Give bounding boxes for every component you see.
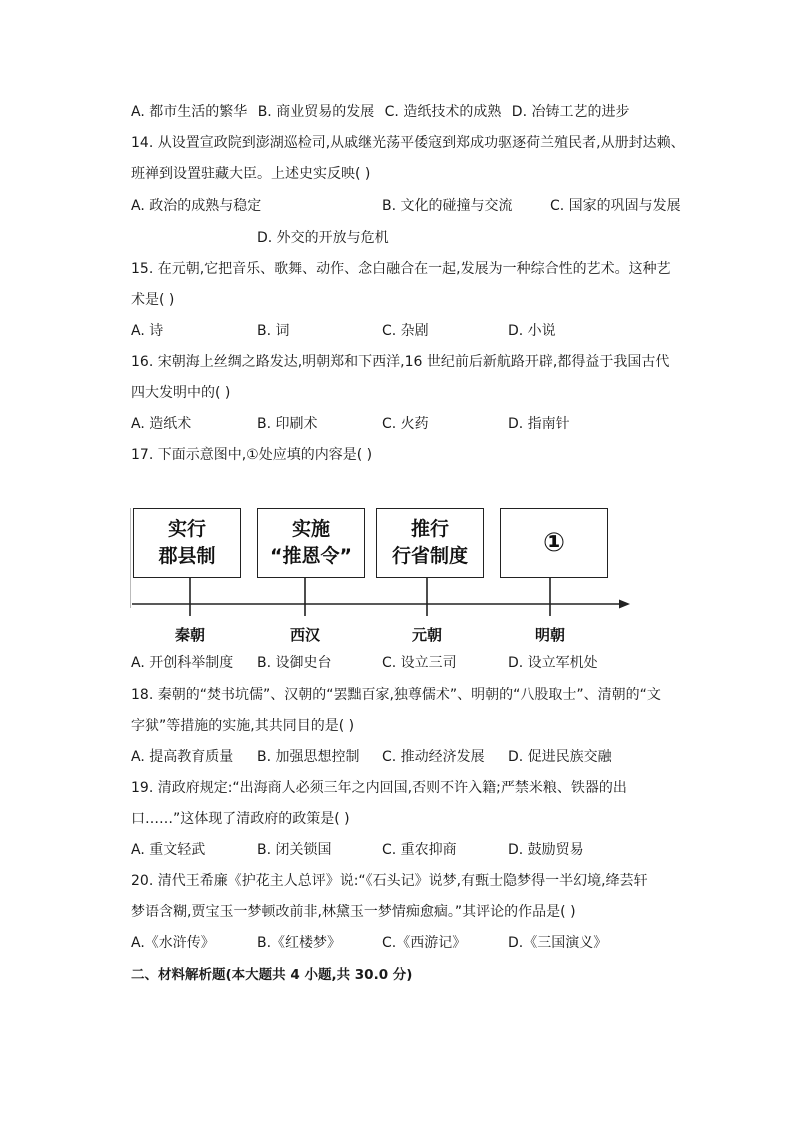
q19-option-c: C. 重农抑商: [382, 842, 457, 858]
box-xihan-line1: 实施: [291, 518, 330, 540]
box-qin-line2: 郡县制: [158, 545, 216, 567]
box-ming-marker: ①: [542, 527, 565, 558]
q17-option-b: B. 设御史台: [257, 655, 332, 671]
q15-option-c: C. 杂剧: [382, 323, 429, 339]
q20-option-b: B.《红楼梦》: [257, 935, 342, 951]
q14-option-d: D. 外交的开放与危机: [257, 230, 389, 246]
q13-option-c: C. 造纸技术的成熟: [384, 104, 502, 120]
q15-stem-line1: 15. 在元朝,它把音乐、歌舞、动作、念白融合在一起,发展为一种综合性的艺术。这种艺: [131, 261, 671, 277]
q13-options-line: [131, 102, 629, 122]
q16-option-a: A. 造纸术: [131, 416, 192, 432]
label-xihan: 西汉: [290, 626, 321, 644]
q20-option-d: D.《三国演义》: [508, 935, 608, 951]
q13-option-d: D. 冶铸工艺的进步: [511, 104, 630, 120]
q19-option-a: A. 重文轻武: [131, 842, 206, 858]
q20-stem-line1: 20. 清代王希廉《护花主人总评》说:“《石头记》说梦,有甄士隐梦得一半幻境,绛芸轩: [131, 873, 648, 889]
q17-timeline-diagram: [130, 500, 635, 650]
q19-option-d: D. 鼓励贸易: [508, 842, 584, 858]
label-yuan: 元朝: [412, 626, 443, 644]
q17-stem: 17. 下面示意图中,①处应填的内容是( ): [131, 447, 373, 463]
q15-option-b: B. 词: [257, 323, 290, 339]
q18-option-c: C. 推动经济发展: [382, 749, 485, 765]
q18-option-d: D. 促进民族交融: [508, 749, 612, 765]
q16-option-c: C. 火药: [382, 416, 429, 432]
box-yuan-line2: 行省制度: [391, 545, 468, 567]
label-qin: 秦朝: [175, 626, 206, 644]
q20-option-a: A.《水浒传》: [131, 935, 215, 951]
q17-option-a: A. 开创科举制度: [131, 655, 234, 671]
q16-stem-line1: 16. 宋朝海上丝绸之路发达,明朝郑和下西洋,16 世纪前后新航路开辟,都得益于我国古代: [131, 354, 670, 370]
q20-option-c: C.《西游记》: [382, 935, 467, 951]
box-xihan-line2: “推恩令”: [270, 545, 352, 567]
box-yuan-line1: 推行: [410, 518, 449, 540]
q15-option-a: A. 诗: [131, 323, 164, 339]
q18-option-b: B. 加强思想控制: [257, 749, 360, 765]
q16-option-d: D. 指南针: [508, 416, 570, 432]
q17-option-d: D. 设立军机处: [508, 655, 598, 671]
box-qin-line1: 实行: [167, 518, 206, 540]
q14-option-a: A. 政治的成熟与稳定: [131, 198, 262, 214]
section-2-title: 二、材料解析题(本大题共 4 小题,共 30.0 分): [131, 967, 413, 983]
timeline-arrowhead: [619, 600, 630, 609]
q14-option-b: B. 文化的碰撞与交流: [382, 198, 513, 214]
q17-option-c: C. 设立三司: [382, 655, 457, 671]
q18-option-a: A. 提高教育质量: [131, 749, 234, 765]
q19-option-b: B. 闭关锁国: [257, 842, 332, 858]
q13-option-a: A. 都市生活的繁华: [131, 104, 248, 120]
q15-stem-line2: 术是( ): [131, 292, 175, 308]
q19-stem-line2: 口……”这体现了清政府的政策是( ): [131, 811, 350, 827]
q15-option-d: D. 小说: [508, 323, 556, 339]
q18-stem-line1: 18. 秦朝的“焚书坑儒”、汉朝的“罢黜百家,独尊儒术”、明朝的“八股取士”、清朝的“文: [131, 687, 661, 703]
q19-stem-line1: 19. 清政府规定:“出海商人必须三年之内回国,否则不许入籍;严禁米粮、铁器的出: [131, 780, 627, 796]
q14-stem-line1: 14. 从设置宣政院到澎湖巡检司,从戚继光荡平倭寇到郑成功驱逐荷兰殖民者,从册封达赖、: [131, 135, 685, 151]
q16-stem-line2: 四大发明中的( ): [131, 385, 231, 401]
q13-option-b: B. 商业贸易的发展: [257, 104, 375, 120]
q16-option-b: B. 印刷术: [257, 416, 318, 432]
q18-stem-line2: 字狱”等措施的实施,其共同目的是( ): [131, 718, 355, 734]
q14-option-c: C. 国家的巩固与发展: [550, 198, 681, 214]
q14-stem-line2: 班禅到设置驻藏大臣。上述史实反映( ): [131, 166, 371, 182]
label-ming: 明朝: [535, 626, 566, 644]
q20-stem-line2: 梦语含糊,贾宝玉一梦顿改前非,林黛玉一梦情痴愈痼。”其评论的作品是( ): [131, 904, 576, 920]
